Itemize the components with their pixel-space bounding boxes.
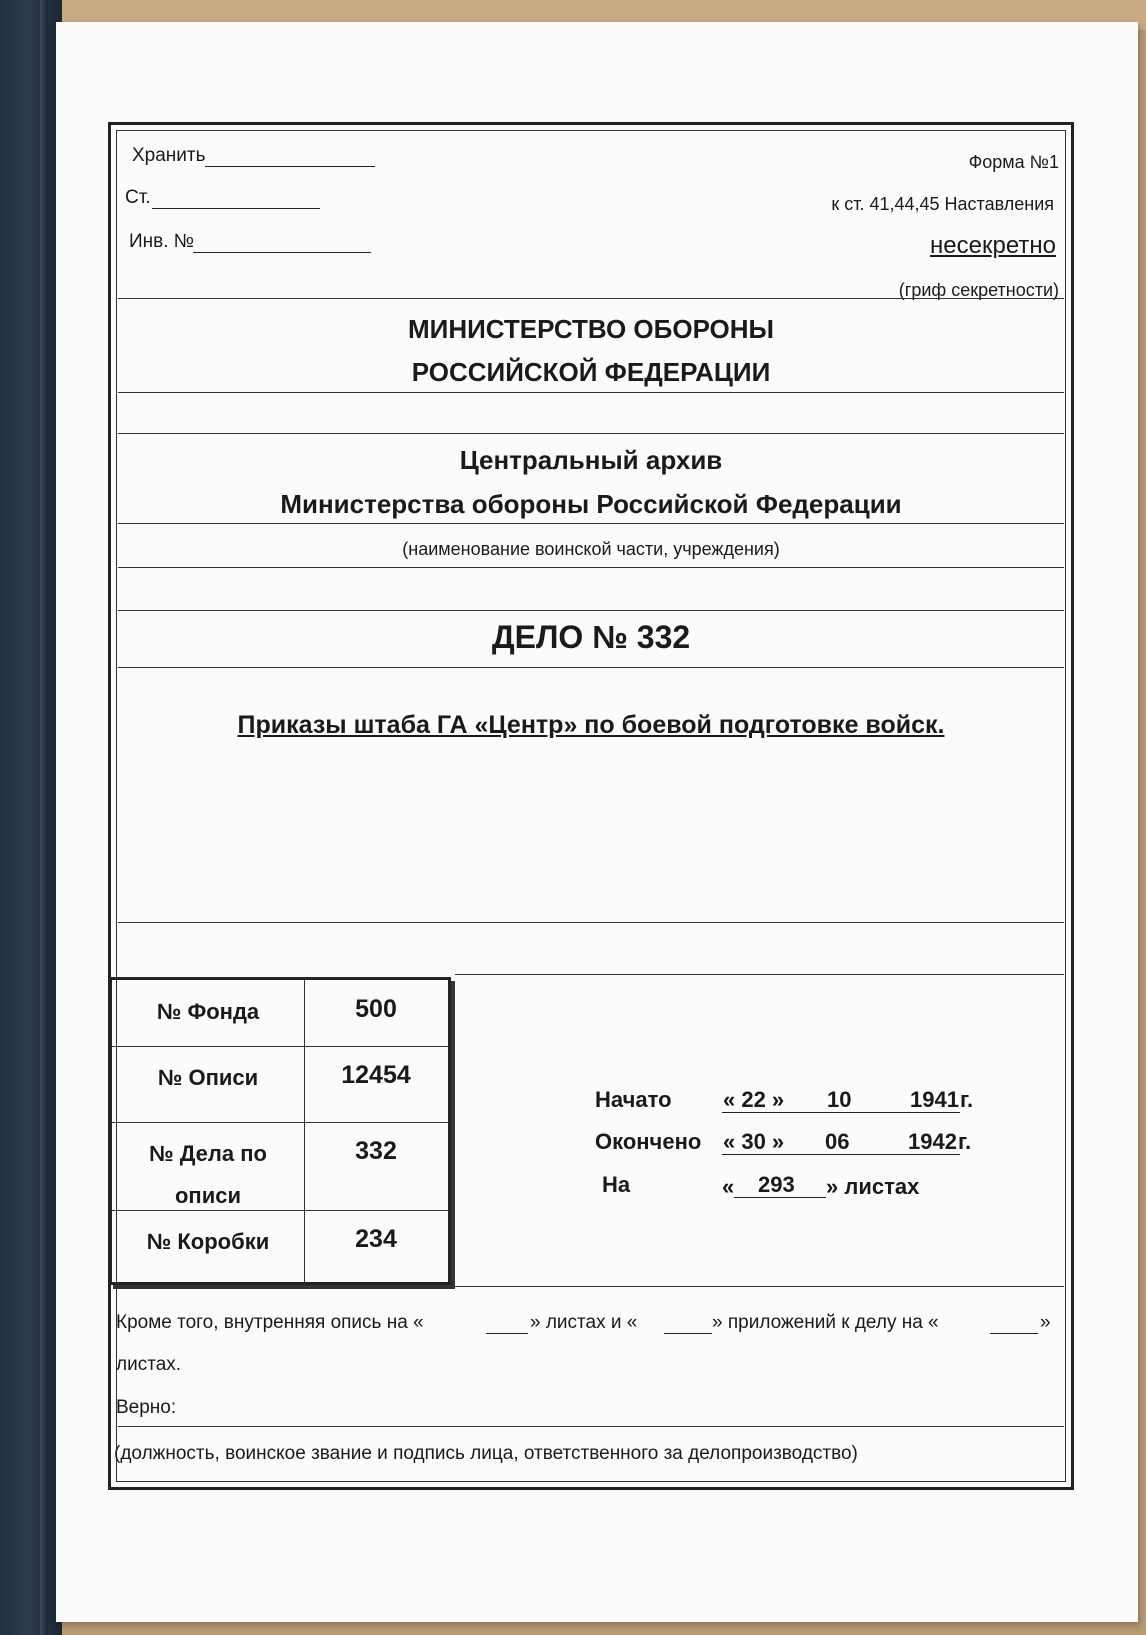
ministry-line2: РОССИЙСКОЙ ФЕДЕРАЦИИ: [411, 357, 771, 387]
divider: [118, 1426, 1064, 1427]
case-title: ДЕЛО № 332: [491, 619, 691, 655]
started-underline: [722, 1112, 960, 1113]
classification-caption: (гриф секретности): [898, 280, 1059, 300]
started-label: Начато: [595, 1087, 672, 1112]
st-label: Ст.: [125, 187, 151, 208]
registry-box-value: 234: [355, 1225, 397, 1253]
divider: [118, 922, 1064, 923]
started-year: 1941: [910, 1087, 959, 1112]
archive-caption: (наименование воинской части, учреждения): [402, 539, 780, 559]
divider: [118, 392, 1064, 393]
sheets-count: 293: [758, 1172, 795, 1197]
archive-line2: Министерства обороны Российской Федерации: [280, 489, 902, 519]
inv-label: Инв. №: [129, 231, 195, 252]
extra-line1-part4: »: [1040, 1312, 1051, 1333]
verified-label: Верно:: [116, 1397, 177, 1418]
extra-line2: листах.: [116, 1354, 182, 1375]
extra-line1-part1: Кроме того, внутренняя опись на «: [116, 1312, 424, 1333]
inv-underline: [193, 252, 371, 253]
extra-line1-part2: » листах и «: [530, 1312, 638, 1333]
extra-blank2: [664, 1333, 712, 1334]
registry-opis-label: № Описи: [157, 1065, 259, 1090]
divider: [455, 974, 1064, 975]
sheets-underline: [734, 1197, 826, 1198]
case-subject: Приказы штаба ГА «Центр» по боевой подготовке войск.: [237, 711, 945, 739]
registry-row-divider: [112, 1122, 448, 1123]
extra-blank1: [486, 1333, 528, 1334]
form-label: Форма №1: [968, 152, 1059, 172]
started-month: 10: [827, 1087, 852, 1112]
registry-row-divider: [112, 1046, 448, 1047]
divider: [118, 523, 1064, 524]
started-day: « 22 »: [723, 1087, 785, 1112]
registry-fond-label: № Фонда: [156, 999, 260, 1024]
registry-row-divider: [112, 1210, 448, 1211]
archive-line1: Центральный архив: [459, 445, 723, 475]
ministry-line1: МИНИСТЕРСТВО ОБОРОНЫ: [407, 314, 775, 344]
registry-delo-label2: описи: [174, 1183, 241, 1208]
folder-spine: [0, 0, 62, 1635]
finished-month: 06: [825, 1129, 850, 1154]
finished-underline: [722, 1154, 960, 1155]
registry-delo-label: № Дела по: [149, 1141, 267, 1166]
divider: [118, 433, 1064, 434]
regulation-ref: к ст. 41,44,45 Наставления: [831, 194, 1054, 214]
started-year-suffix: г.: [960, 1087, 974, 1112]
registry-table: [109, 977, 451, 1285]
finished-day: « 30 »: [723, 1129, 785, 1154]
registry-opis-value: 12454: [341, 1061, 411, 1089]
keep-underline: [205, 166, 375, 167]
extra-blank3: [990, 1333, 1038, 1334]
finished-year: 1942: [908, 1129, 957, 1154]
sheets-open-quote: «: [722, 1174, 735, 1199]
divider: [118, 1286, 1064, 1287]
divider: [118, 567, 1064, 568]
st-underline: [152, 208, 320, 209]
finished-label: Окончено: [595, 1129, 702, 1154]
sheets-close: » листах: [826, 1174, 920, 1199]
divider: [118, 667, 1064, 668]
extra-line1-part3: » приложений к делу на «: [712, 1312, 939, 1333]
divider: [118, 610, 1064, 611]
registry-box-label: № Коробки: [146, 1229, 270, 1254]
keep-label: Хранить: [132, 145, 206, 166]
classification-mark: несекретно: [930, 232, 1056, 259]
divider: [118, 298, 1064, 299]
registry-delo-value: 332: [355, 1137, 397, 1165]
folder-spine-edge: [40, 0, 48, 1635]
finished-year-suffix: г.: [958, 1129, 972, 1154]
signature-caption: (должность, воинское звание и подпись лица, ответственного за делопроизводство): [114, 1443, 858, 1464]
registry-fond-value: 500: [355, 995, 397, 1023]
sheets-label: На: [602, 1172, 631, 1197]
